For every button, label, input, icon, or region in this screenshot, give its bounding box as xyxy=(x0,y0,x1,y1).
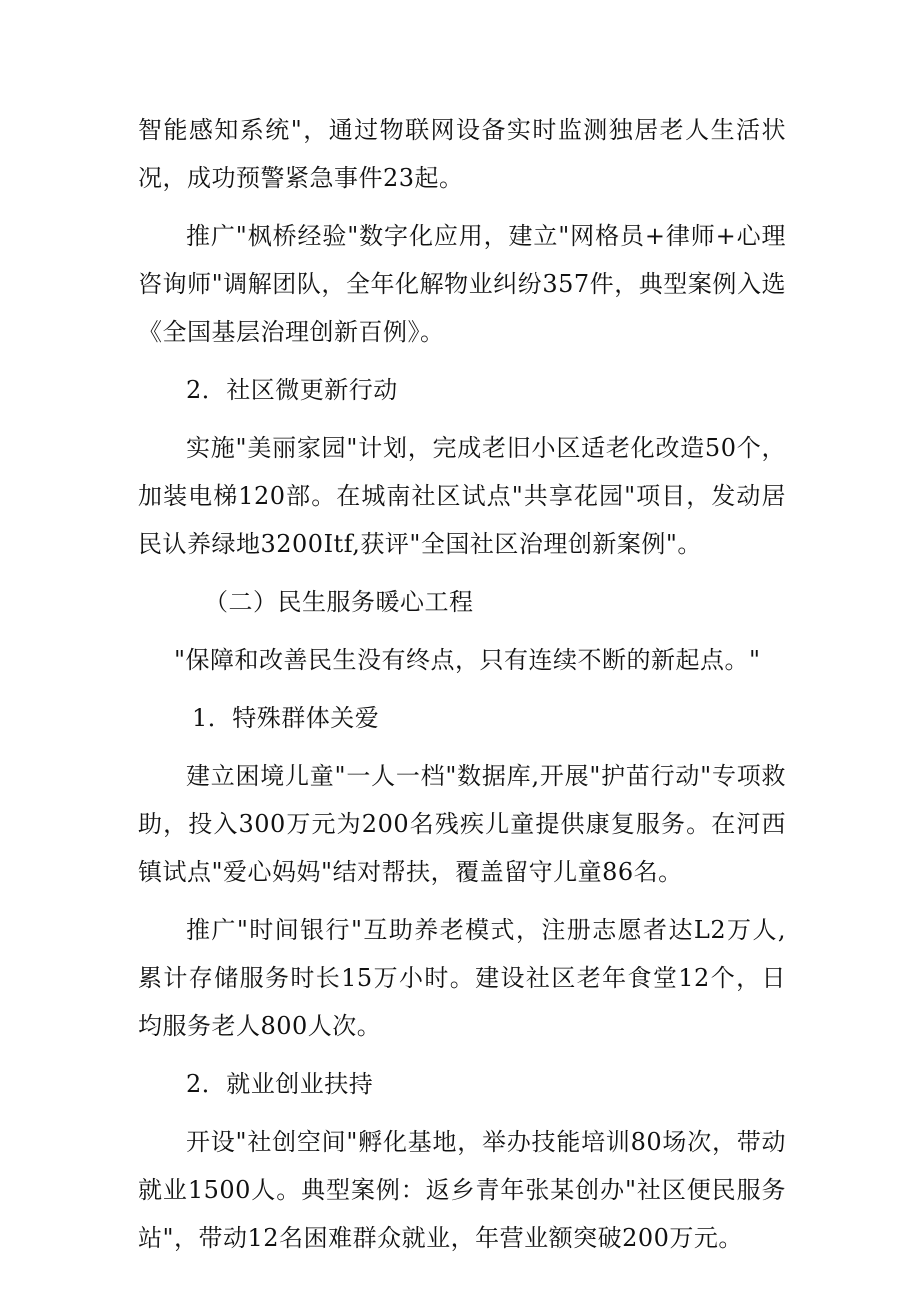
paragraph-beautiful-home: 实施"美丽家园"计划，完成老旧小区适老化改造50个，加装电梯120部。在城南社区试点"共享花园"项目，发动居民认养绿地3200Itf,获评"全国社区治理创新案例"。 xyxy=(138,434,786,558)
paragraph-time-bank: 推广"时间银行"互助养老模式，注册志愿者达L2万人,累计存储服务时长15万小时。建设社区老年食堂12个，日均服务老人800人次。 xyxy=(138,916,786,1040)
paragraph-iot-warning: 智能感知系统"，通过物联网设备实时监测独居老人生活状况，成功预警紧急事件23起。 xyxy=(138,116,786,192)
quote-livelihood: "保障和改善民生没有终点，只有连续不断的新起点。" xyxy=(174,646,761,674)
heading-community-renewal: 2．社区微更新行动 xyxy=(186,376,398,404)
heading-special-groups: 1．特殊群体关爱 xyxy=(192,704,380,732)
heading-employment-support: 2．就业创业扶持 xyxy=(186,1070,374,1098)
document-body xyxy=(138,106,786,1262)
paragraph-children-care: 建立困境儿童"一人一档"数据库,开展"护苗行动"专项救助，投入300万元为200名残疾儿童提供康复服务。在河西镇试点"爱心妈妈"结对帮扶，覆盖留守儿童86名。 xyxy=(138,762,786,886)
heading-livelihood-project: （二）民生服务暖心工程 xyxy=(204,588,474,616)
paragraph-social-innovation: 开设"社创空间"孵化基地，举办技能培训80场次，带动就业1500人。典型案例：返乡青年张某创办"社区便民服务站"，带动12名困难群众就业，年营业额突破200万元。 xyxy=(138,1128,786,1252)
paragraph-fengqiao-experience: 推广"枫桥经验"数字化应用，建立"网格员+律师+心理咨询师"调解团队，全年化解物业纠纷357件，典型案例入选《全国基层治理创新百例》。 xyxy=(138,222,786,346)
